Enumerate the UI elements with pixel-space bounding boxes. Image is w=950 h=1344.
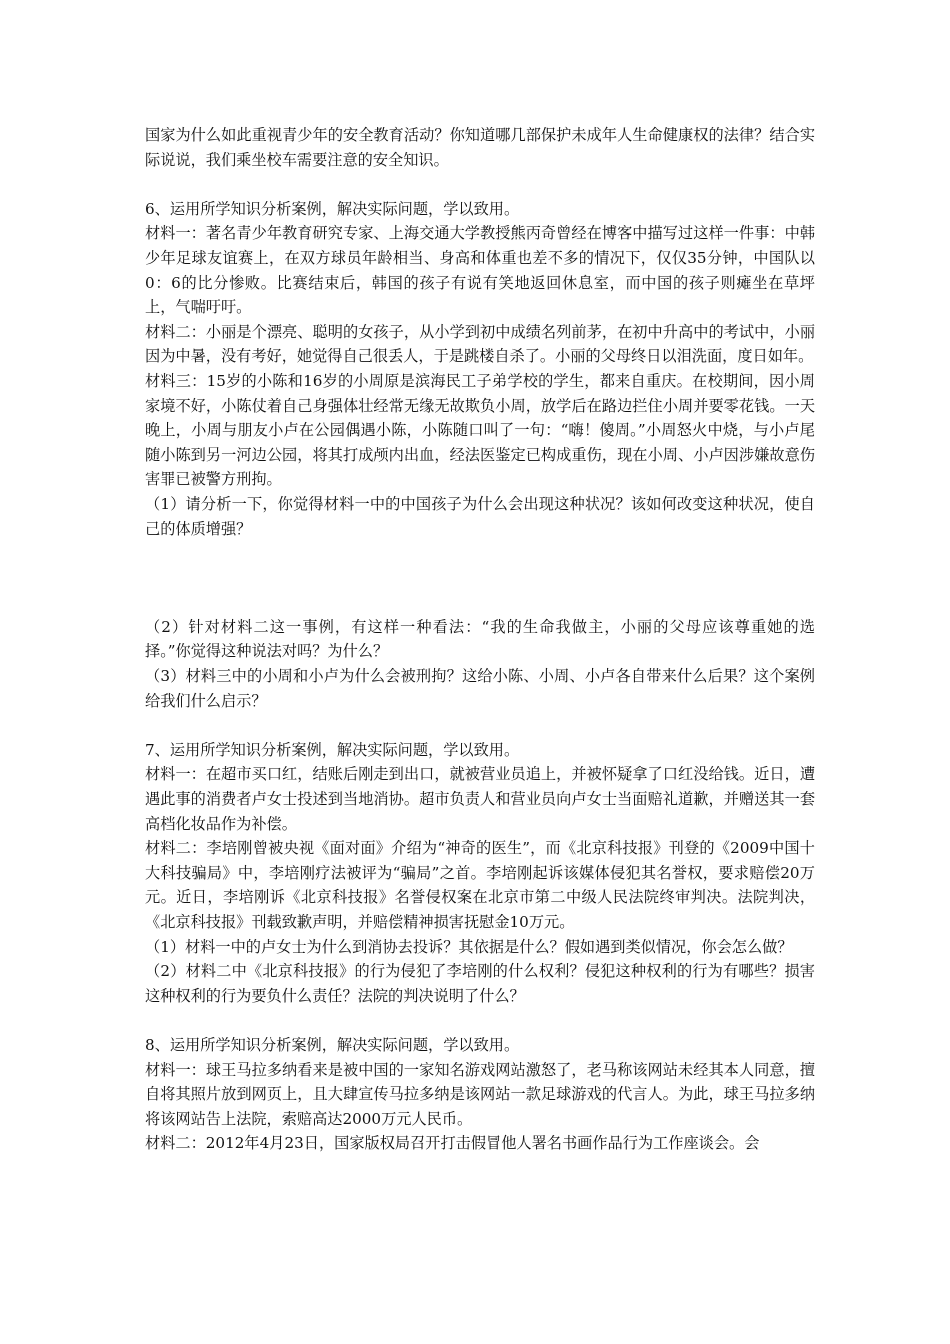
q8-heading: 8、运用所学知识分析案例，解决实际问题，学以致用。 [145, 1035, 520, 1054]
q7-material-2: 材料二：李培刚曾被央视《面对面》介绍为“神奇的医生”，而《北京科技报》刊登的《2009中国十大科技骗局》中，李培刚疗法被评为“骗局”之首。李培刚起诉该媒体侵犯其名誉权，要求赔偿20万元。近日，李培刚诉《北京科技报》名誉侵权案在北京市第二中级人民法院终审判决。法院判决，《北京科技报》刊载致歉声明，并赔偿精神损害抚慰金10万元。 [145, 839, 815, 932]
q6-material-3: 材料三：15岁的小陈和16岁的小周原是滨海民工子弟学校的学生，都来自重庆。在校期间，因小周家境不好，小陈仗着自己身强体壮经常无缘无故欺负小周，放学后在路边拦住小周并要零花钱。一天晚上，小周与朋友小卢在公园偶遇小陈，小陈随口叫了一句：“嗨！傻周。”小周怒火中烧，与小卢尾随小陈到另一河边公园，将其打成颅内出血，经法医鉴定已构成重伤，现在小周、小卢因涉嫌故意伤害罪已被警方刑拘。 [145, 371, 815, 489]
answer-space [145, 541, 815, 615]
q6-question-3: （3）材料三中的小周和小卢为什么会被刑拘？这给小陈、小周、小卢各自带来什么后果？这个案例给我们什么启示？ [145, 667, 815, 710]
q7-question-2: （2）材料二中《北京科技报》的行为侵犯了李培刚的什么权利？侵犯这种权利的行为有哪些？损害这种权利的行为要负什么责任？法院的判决说明了什么？ [145, 962, 815, 1005]
q6-material-1: 材料一：著名青少年教育研究专家、上海交通大学教授熊丙奇曾经在博客中描写过这样一件事：中韩少年足球友谊赛上，在双方球员年龄相当、身高和体重也差不多的情况下，仅仅35分钟，中国队以0：6的比分惨败。比赛结束后，韩国的孩子有说有笑地返回休息室，而中国的孩子则瘫坐在草坪上，气喘吁吁。 [145, 224, 815, 317]
q7-material-1: 材料一：在超市买口红，结账后刚走到出口，就被营业员追上，并被怀疑拿了口红没给钱。近日，遭遇此事的消费者卢女士投述到当地消协。超市负责人和营业员向卢女士当面赔礼道歉，并赠送其一套高档化妆品作为补偿。 [145, 765, 815, 833]
intro-paragraph: 国家为什么如此重视青少年的安全教育活动？你知道哪几部保护未成年人生命健康权的法律？结合实际说说，我们乘坐校车需要注意的安全知识。 [145, 126, 815, 169]
blank-line [145, 713, 815, 738]
q7-heading: 7、运用所学知识分析案例，解决实际问题，学以致用。 [145, 740, 520, 759]
q8-material-2: 材料二：2012年4月23日，国家版权局召开打击假冒他人署名书画作品行为工作座谈会。会 [145, 1134, 760, 1153]
q6-heading: 6、运用所学知识分析案例，解决实际问题，学以致用。 [145, 199, 520, 218]
q8-material-1: 材料一：球王马拉多纳看来是被中国的一家知名游戏网站激怒了，老马称该网站未经其本人同意，擅自将其照片放到网页上，且大肆宣传马拉多纳是该网站一款足球游戏的代言人。为此，球王马拉多纳将该网站告上法院，索赔高达2000万元人民币。 [145, 1060, 815, 1128]
q6-question-2: （2）针对材料二这一事例，有这样一种看法：“我的生命我做主，小丽的父母应该尊重她的选择。”你觉得这种说法对吗？为什么？ [145, 617, 815, 661]
q6-question-1: （1）请分析一下，你觉得材料一中的中国孩子为什么会出现这种状况？该如何改变这种状况，使自己的体质增强？ [145, 494, 815, 538]
q7-question-1: （1）材料一中的卢女士为什么到消协去投诉？其依据是什么？假如遇到类似情况，你会怎么做？ [145, 937, 793, 956]
q6-material-2: 材料二：小丽是个漂亮、聪明的女孩子，从小学到初中成绩名列前茅，在初中升高中的考试中，小丽因为中暑，没有考好，她觉得自己很丢人，于是跳楼自杀了。小丽的父母终日以泪洗面，度日如年。 [145, 322, 815, 366]
blank-line [145, 172, 815, 197]
blank-line [145, 1008, 815, 1033]
document-page [145, 123, 815, 1156]
